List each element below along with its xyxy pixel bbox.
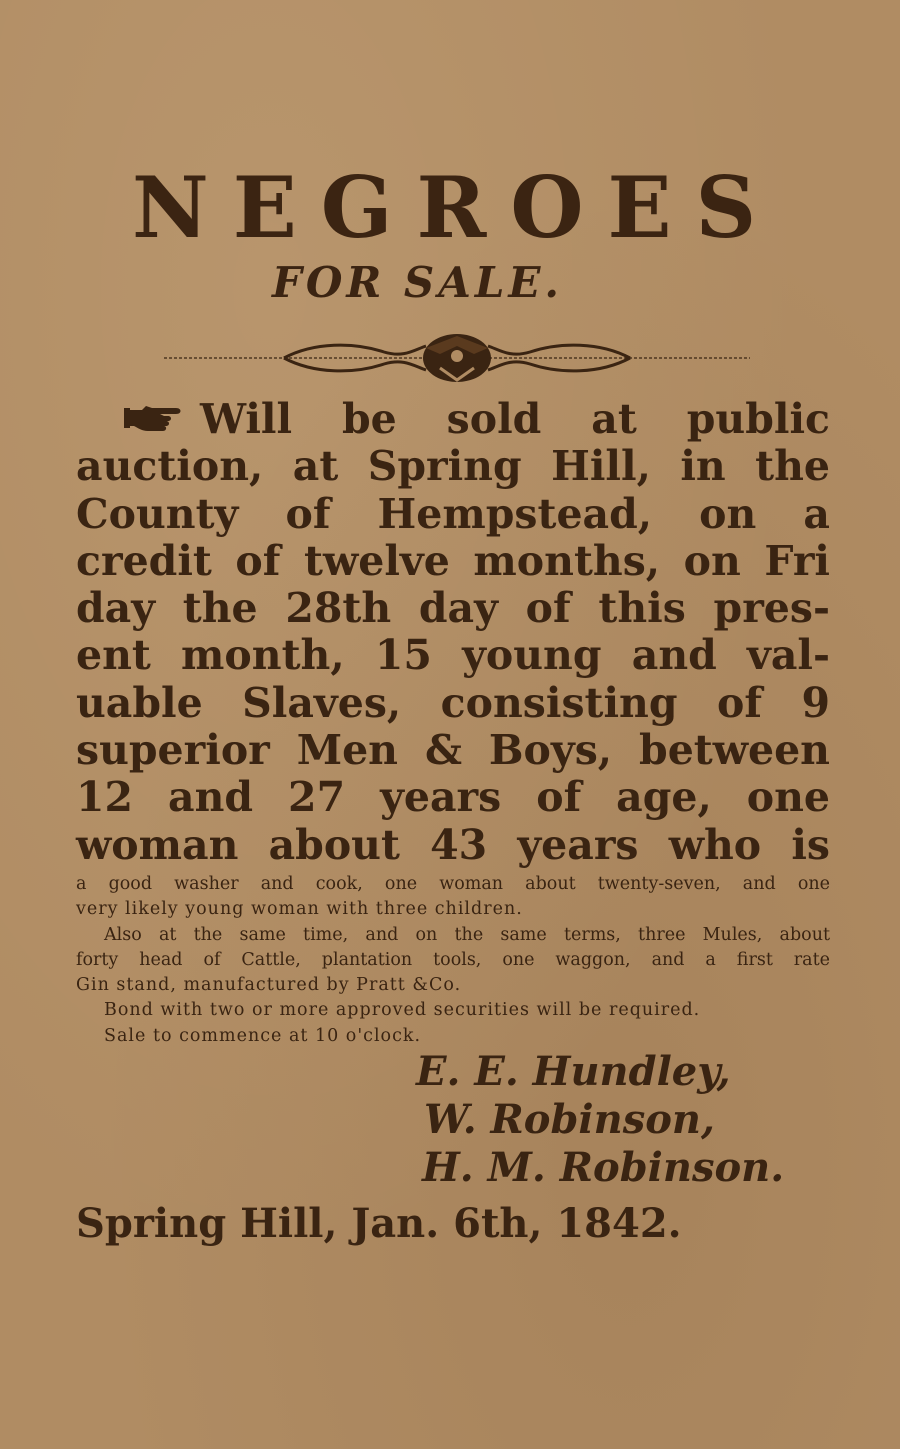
announcement-line: credit of twelve months, on Fri <box>76 536 830 585</box>
detail-line: Sale to commence at 10 o'clock. <box>104 1025 422 1046</box>
announcement-line: 12 and 27 years of age, one <box>76 773 830 822</box>
signer-name: W. Robinson, <box>424 1096 715 1143</box>
announcement-line: woman about 43 years who is <box>76 820 830 869</box>
eagle-flourish-ornament-icon <box>164 328 750 388</box>
announcement-line: superior Men & Boys, between <box>76 726 830 775</box>
detail-line: a good washer and cook, one woman about twenty-seven, and one <box>76 874 830 894</box>
signers-block <box>416 1048 830 1192</box>
poster-headline: NEGROES <box>132 158 781 257</box>
sale-details <box>76 872 830 1049</box>
poster-subhead: FOR SALE. <box>272 258 564 307</box>
detail-line: Gin stand, manufactured by Pratt &Co. <box>76 975 462 996</box>
announcement-line: day the 28th day of this pres- <box>76 584 830 633</box>
announcement-line: auction, at Spring Hill, in the <box>76 442 830 491</box>
signer-name: E. E. Hundley, <box>416 1048 731 1095</box>
signer-name: H. M. Robinson. <box>422 1144 785 1191</box>
announcement-line: County of Hempstead, on a <box>76 489 830 538</box>
main-announcement <box>76 396 830 869</box>
announcement-line: Will be sold at public <box>200 395 830 443</box>
poster-dateline: Spring Hill, Jan. 6th, 1842. <box>76 1200 682 1247</box>
detail-line: Also at the same time, and on the same terms, three Mules, about <box>104 924 830 945</box>
detail-line: Bond with two or more approved securities will be required. <box>104 1000 701 1021</box>
announcement-line: ent month, 15 young and val- <box>76 631 830 680</box>
detail-line: very likely young woman with three children. <box>76 899 523 920</box>
detail-line: forty head of Cattle, plantation tools, one waggon, and a first rate <box>76 949 830 970</box>
announcement-line: uable Slaves, consisting of 9 <box>76 678 830 727</box>
